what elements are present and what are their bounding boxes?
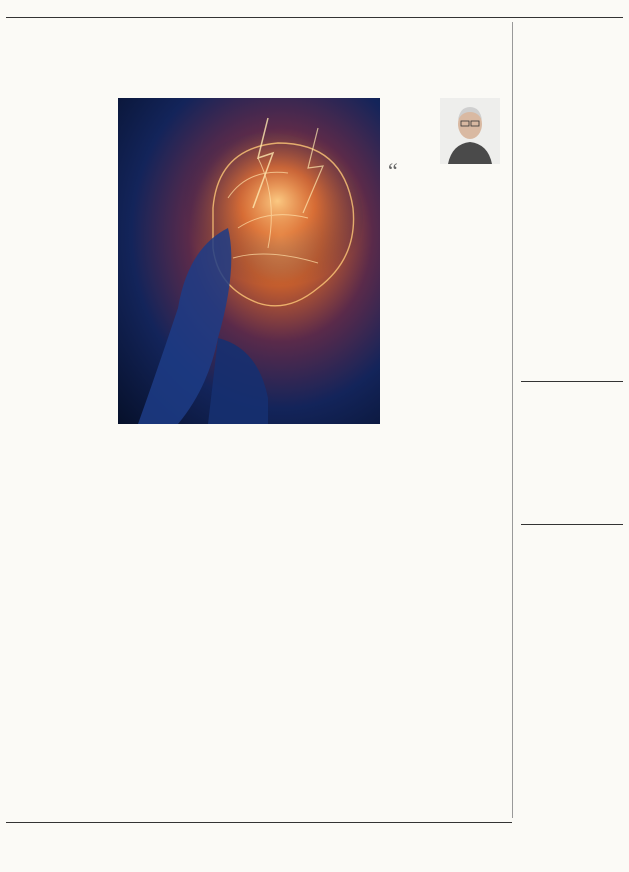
article-text (298, 428, 382, 508)
story-divider (6, 822, 512, 823)
column-divider (512, 22, 513, 818)
portrait-image (440, 98, 500, 164)
lead-column-1 (6, 96, 110, 672)
article-text (6, 482, 110, 672)
article-text (298, 510, 382, 800)
article-text (118, 428, 202, 815)
brain-illustration (118, 98, 380, 424)
article-text (208, 428, 292, 815)
portrait-photo (440, 98, 500, 164)
sidebar-text (521, 45, 623, 375)
migraine-photo (118, 98, 380, 424)
sidebar (521, 38, 623, 699)
lead-column-5 (298, 428, 382, 800)
divider (521, 381, 623, 382)
sidebar-text (521, 388, 623, 518)
sidebar-text (521, 531, 623, 699)
divider (521, 524, 623, 525)
page-header (6, 4, 623, 18)
article-text (6, 106, 110, 480)
quote-mark-icon: “ (388, 158, 398, 183)
article-text (394, 346, 504, 815)
